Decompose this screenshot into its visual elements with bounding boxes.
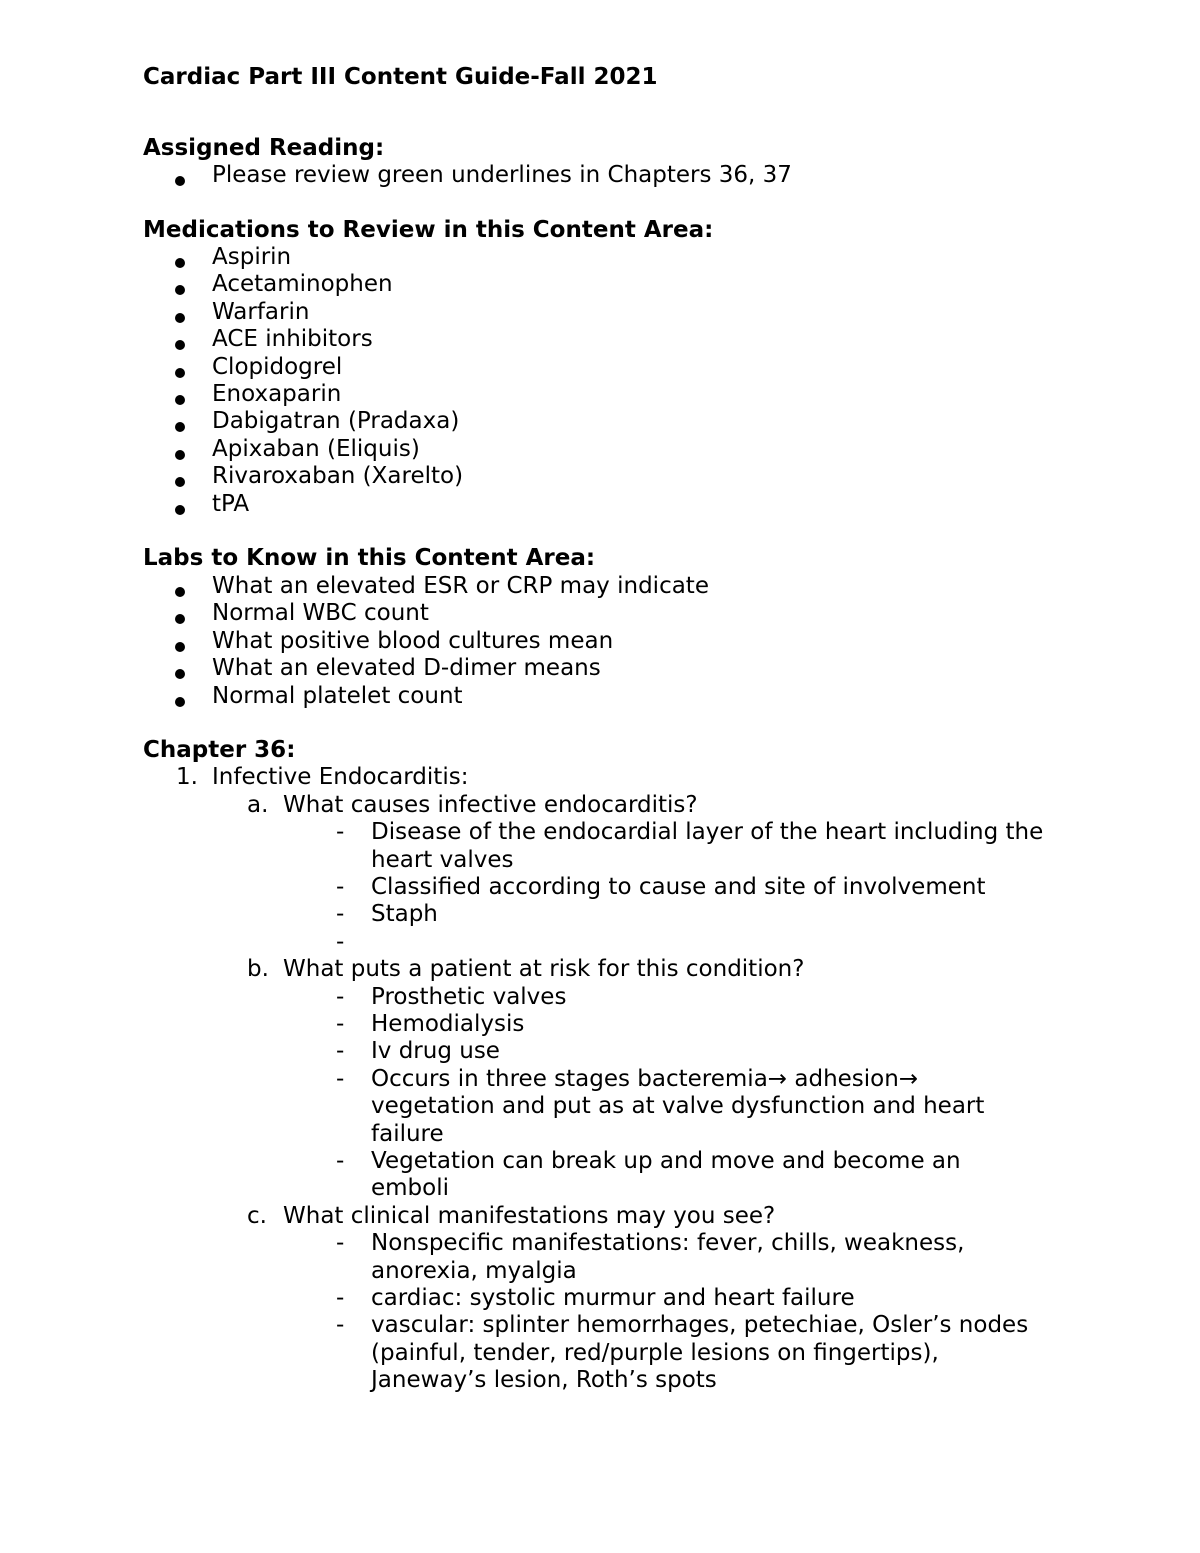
answer-line: Nonspecific manifestations: fever, chills, weakness, bbox=[371, 1230, 965, 1257]
question-text: What puts a patient at risk for this condition? bbox=[283, 956, 805, 983]
bullet-icon bbox=[175, 176, 185, 186]
section-heading-assigned-reading: Assigned Reading: bbox=[143, 135, 385, 161]
answer-line: Occurs in three stages bacteremia→ adhesion→ bbox=[371, 1065, 919, 1092]
bullet-icon bbox=[175, 669, 185, 679]
question-letter: a. bbox=[247, 791, 269, 818]
answer-line: Classified according to cause and site of involvement bbox=[371, 874, 986, 900]
section-heading-medications: Medications to Review in this Content Area: bbox=[143, 217, 714, 243]
topic-title: Infective Endocarditis: bbox=[212, 764, 469, 791]
medication-list-item: Clopidogrel bbox=[212, 353, 343, 380]
question-text: What clinical manifestations may you see? bbox=[283, 1202, 776, 1229]
medication-list-item: Aspirin bbox=[212, 244, 292, 270]
answer-line: Vegetation can break up and move and become an bbox=[371, 1148, 961, 1174]
bullet-icon bbox=[175, 395, 185, 405]
dash-bullet: - bbox=[336, 901, 345, 928]
medication-list-item: Dabigatran (Pradaxa) bbox=[212, 408, 460, 435]
answer-line: Staph bbox=[371, 901, 438, 928]
lab-list-item: What an elevated D-dimer means bbox=[212, 655, 601, 682]
section-heading-labs: Labs to Know in this Content Area: bbox=[143, 545, 596, 571]
medication-list-item: Apixaban (Eliquis) bbox=[212, 435, 420, 462]
bullet-icon bbox=[175, 313, 185, 323]
reading-list-item: Please review green underlines in Chapters 36, 37 bbox=[212, 162, 792, 188]
answer-line: failure bbox=[371, 1120, 444, 1147]
dash-bullet: - bbox=[336, 1148, 345, 1174]
dash-bullet: - bbox=[336, 1038, 345, 1065]
bullet-icon bbox=[175, 422, 185, 432]
bullet-icon bbox=[175, 587, 185, 597]
question-letter: c. bbox=[247, 1202, 267, 1229]
answer-line: emboli bbox=[371, 1175, 450, 1202]
answer-line: vascular: splinter hemorrhages, petechiae, Osler’s nodes bbox=[371, 1312, 1029, 1339]
answer-line: Prosthetic valves bbox=[371, 983, 567, 1010]
medication-list-item: Warfarin bbox=[212, 298, 310, 325]
bullet-icon bbox=[175, 477, 185, 487]
bullet-icon bbox=[175, 450, 185, 460]
bullet-icon bbox=[175, 340, 185, 350]
lab-list-item: What positive blood cultures mean bbox=[212, 627, 614, 654]
answer-line: Janeway’s lesion, Roth’s spots bbox=[371, 1367, 717, 1394]
lab-list-item: Normal platelet count bbox=[212, 682, 463, 709]
answer-line: Iv drug use bbox=[371, 1038, 500, 1065]
answer-line: cardiac: systolic murmur and heart failure bbox=[371, 1285, 855, 1311]
dash-bullet: - bbox=[336, 928, 345, 955]
topic-number: 1. bbox=[176, 764, 198, 791]
dash-bullet: - bbox=[336, 819, 345, 846]
dash-bullet: - bbox=[336, 874, 345, 900]
bullet-icon bbox=[175, 642, 185, 652]
answer-line: anorexia, myalgia bbox=[371, 1257, 577, 1284]
dash-bullet: - bbox=[336, 1230, 345, 1257]
bullet-icon bbox=[175, 614, 185, 624]
dash-bullet: - bbox=[336, 1011, 345, 1037]
bullet-icon bbox=[175, 285, 185, 295]
answer-line: Hemodialysis bbox=[371, 1011, 525, 1037]
answer-line: vegetation and put as at valve dysfunction and heart bbox=[371, 1093, 985, 1120]
medication-list-item: Acetaminophen bbox=[212, 271, 393, 298]
medication-list-item: Enoxaparin bbox=[212, 381, 342, 407]
answer-line: (painful, tender, red/purple lesions on fingertips), bbox=[371, 1339, 939, 1366]
medication-list-item: Rivaroxaban (Xarelto) bbox=[212, 463, 464, 490]
question-text: What causes infective endocarditis? bbox=[283, 791, 698, 818]
medication-list-item: tPA bbox=[212, 490, 250, 517]
bullet-icon bbox=[175, 505, 185, 515]
bullet-icon bbox=[175, 368, 185, 378]
dash-bullet: - bbox=[336, 983, 345, 1010]
answer-line: Disease of the endocardial layer of the heart including the bbox=[371, 819, 1044, 846]
document-title: Cardiac Part III Content Guide-Fall 2021 bbox=[143, 64, 658, 90]
medication-list-item: ACE inhibitors bbox=[212, 326, 373, 353]
dash-bullet: - bbox=[336, 1285, 345, 1311]
bullet-icon bbox=[175, 258, 185, 268]
lab-list-item: Normal WBC count bbox=[212, 600, 429, 627]
answer-line: heart valves bbox=[371, 846, 514, 873]
dash-bullet: - bbox=[336, 1312, 345, 1339]
dash-bullet: - bbox=[336, 1065, 345, 1092]
section-heading-chapter-36: Chapter 36: bbox=[143, 737, 296, 763]
lab-list-item: What an elevated ESR or CRP may indicate bbox=[212, 573, 709, 599]
question-letter: b. bbox=[247, 956, 269, 983]
bullet-icon bbox=[175, 697, 185, 707]
